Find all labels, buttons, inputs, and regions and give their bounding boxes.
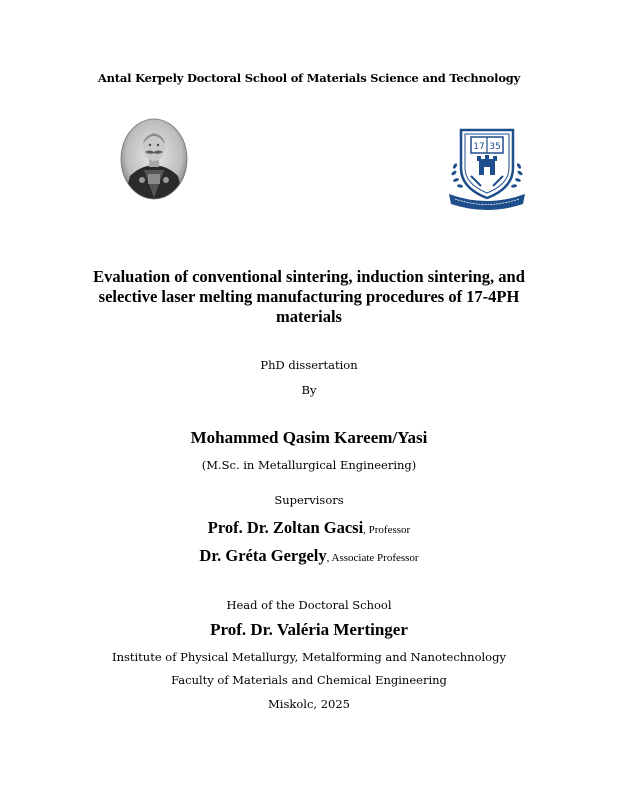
crest-year-right: 35	[489, 142, 501, 152]
by-label: By	[301, 383, 317, 397]
author-name: Mohammed Qasim Kareem/Yasi	[190, 428, 428, 447]
doctoral-school-heading: Antal Kerpely Doctoral School of Materials Science and Technology	[97, 71, 521, 85]
portrait-photo-icon	[120, 118, 188, 200]
place-and-date: Miskolc, 2025	[268, 697, 350, 711]
institute-name: Institute of Physical Metallurgy, Metalforming and Nanotechnology	[112, 650, 506, 664]
supervisor-name: Prof. Dr. Zoltan Gacsi	[207, 518, 364, 537]
supervisor-role: , Associate Professor	[326, 552, 419, 564]
title-line-2: selective laser melting manufacturing procedures of 17-4PH	[98, 287, 520, 306]
crest-year-left: 17	[473, 142, 485, 152]
supervisor-role: , Professor	[363, 524, 411, 536]
title-line-3: materials	[276, 307, 342, 326]
supervisor-name: Dr. Gréta Gergely	[199, 546, 327, 565]
head-of-school-label: Head of the Doctoral School	[226, 598, 392, 612]
dissertation-type: PhD dissertation	[260, 358, 358, 372]
supervisor-2	[0, 546, 618, 566]
supervisor-1	[0, 518, 618, 538]
university-crest-icon	[443, 126, 531, 212]
faculty-name: Faculty of Materials and Chemical Engineering	[171, 673, 447, 687]
dissertation-title	[0, 267, 618, 327]
supervisors-label: Supervisors	[274, 493, 344, 507]
author-degree: (M.Sc. in Metallurgical Engineering)	[201, 458, 417, 472]
title-line-1: Evaluation of conventional sintering, induction sintering, and	[93, 267, 525, 286]
head-of-school-name: Prof. Dr. Valéria Mertinger	[210, 620, 408, 639]
